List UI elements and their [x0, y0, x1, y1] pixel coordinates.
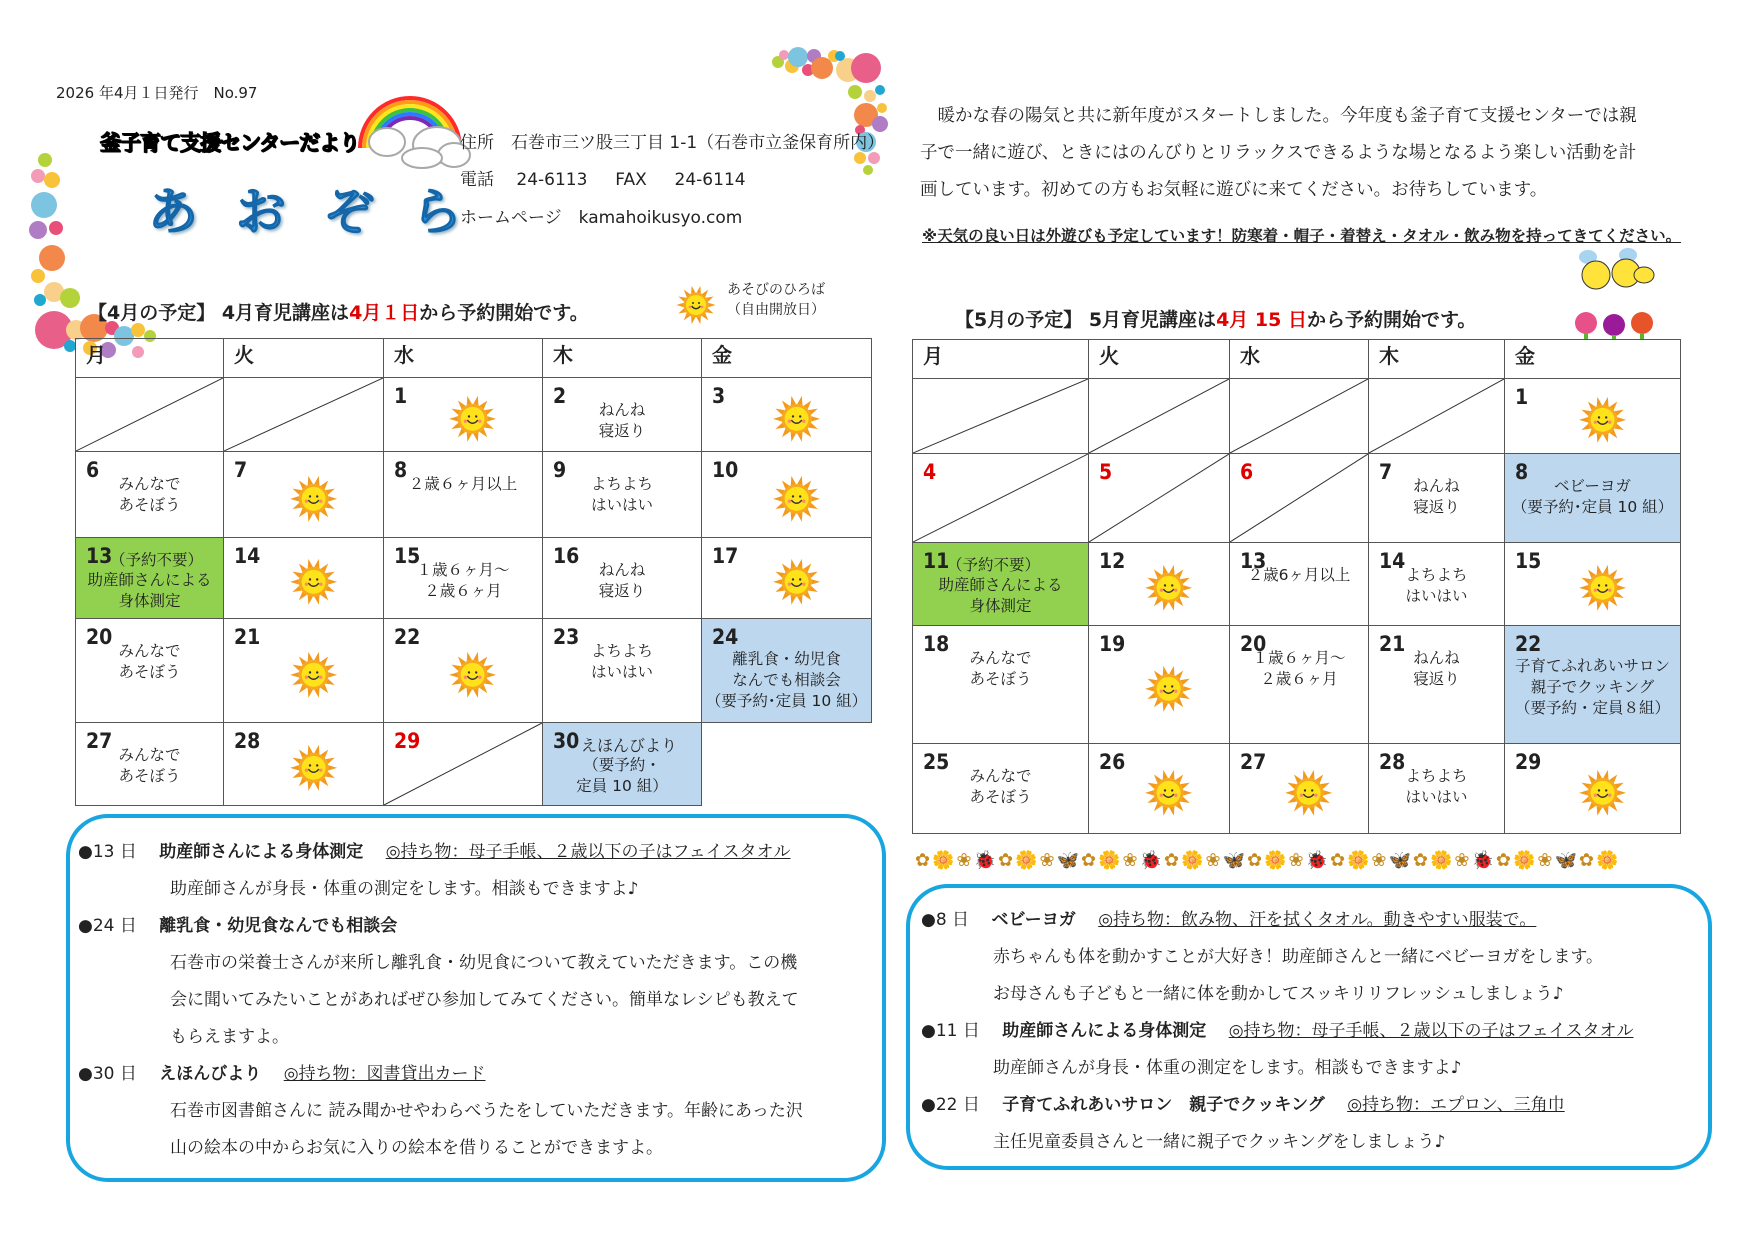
- event-items: ◎持ち物：図書貸出カード: [283, 1064, 486, 1084]
- event-heading: [78, 1059, 486, 1084]
- confetti-dot: [31, 169, 45, 183]
- cell-event-text: １歳６ヶ月～ ２歳６ヶ月: [416, 561, 510, 600]
- day-cell-16: [543, 538, 702, 619]
- sun-icon: [449, 394, 497, 442]
- weekday-header-row: [913, 340, 1681, 379]
- event-title: 助産師さんによる身体測定: [1002, 1021, 1207, 1041]
- day-number: 6: [1240, 460, 1254, 484]
- april-calendar: [75, 338, 872, 806]
- confetti-dot: [864, 90, 876, 102]
- day-number: 14: [234, 544, 261, 568]
- cell-event-text: ２歳６ヶ月以上: [408, 475, 518, 493]
- day-cell-11: [913, 543, 1089, 626]
- day-number: 17: [712, 544, 739, 568]
- day-number: 16: [553, 544, 580, 568]
- diagonal-slash-line: [1089, 379, 1229, 453]
- calendar-week-row: [913, 744, 1681, 834]
- event-heading: [78, 911, 414, 936]
- day-cell-13: [76, 538, 224, 619]
- sun-icon: [289, 744, 337, 792]
- confetti-dot: [31, 192, 57, 218]
- address: 住所 石巻市三ツ股三丁目 1-1（石巻市立釜保育所内）: [460, 133, 885, 153]
- day-cell-12: [1089, 543, 1230, 626]
- confetti-dot: [131, 323, 145, 337]
- day-cell-20: [76, 619, 224, 723]
- day-cell-28: [224, 723, 384, 806]
- event-items: ◎持ち物：飲み物、汗を拭くタオル。動きやすい服装で。: [1098, 910, 1537, 930]
- day-cell-20: [1230, 626, 1369, 744]
- calendar-week-row: [913, 543, 1681, 626]
- day-cell-27: [76, 723, 224, 806]
- day-cell-28: [1369, 744, 1505, 834]
- confetti-dot: [863, 165, 873, 175]
- day-number: 2: [553, 384, 567, 408]
- day-number: 6: [86, 458, 100, 482]
- day-number: 22: [394, 625, 421, 649]
- intro-line: 画しています。初めての方もお気軽に遊びに来てください。お待ちしています。: [920, 180, 1548, 200]
- intro-line: 子で一緒に遊び、ときにはのんびりとリラックスできるような場となるよう楽しい活動を計: [920, 143, 1637, 163]
- weekday-mon: 月: [913, 340, 1089, 379]
- blank-day-cell: [224, 378, 384, 452]
- blank-day-cell: [76, 378, 224, 452]
- weekday-header-row: [76, 339, 872, 378]
- day-cell-8: [1505, 454, 1681, 543]
- event-description: もらえますよ。: [170, 1027, 289, 1047]
- weekday-fri: 金: [702, 339, 872, 378]
- calendar-week-row: [76, 538, 872, 619]
- day-number: 1: [1515, 385, 1529, 409]
- calendar-week-row: [913, 379, 1681, 454]
- issue-date: 2026 年4月１日発行 No.97: [56, 84, 258, 102]
- legend-sun-icon: [676, 285, 716, 329]
- sun-icon: [1285, 768, 1333, 816]
- day-cell-23: [543, 619, 702, 723]
- intro-line: 暖かな春の陽気と共に新年度がスタートしました。今年度も釜子育て支援センターでは親: [920, 106, 1637, 126]
- calendar-week-row: [76, 619, 872, 723]
- event-title: 助産師さんによる身体測定: [159, 842, 364, 862]
- confetti-dot: [854, 152, 866, 164]
- day-number: 14: [1379, 549, 1406, 573]
- cell-event-text: みんなで あそぼう: [969, 649, 1032, 688]
- sun-icon: [1578, 768, 1626, 816]
- day-number: 11: [923, 549, 950, 573]
- confetti-dot: [60, 288, 80, 308]
- confetti-dot: [44, 172, 60, 188]
- day-cell-15: [384, 538, 543, 619]
- sun-icon: [1145, 768, 1193, 816]
- flower-ladybug-border-decoration: ✿🌼❀🐞✿🌼❀🦋✿🌼❀🐞✿🌼❀🦋✿🌼❀🐞✿🌼❀🦋✿🌼❀🐞✿🌼❀🦋✿🌼: [915, 850, 1621, 871]
- day-number: 20: [86, 625, 113, 649]
- event-items: ◎持ち物：母子手帳、２歳以下の子はフェイスタオル: [1228, 1021, 1634, 1041]
- sun-icon: [1578, 396, 1626, 444]
- day-number: 23: [553, 625, 580, 649]
- event-description: 助産師さんが身長・体重の測定をします。相談もできますよ♪: [993, 1058, 1462, 1078]
- confetti-dot: [877, 103, 887, 113]
- calendar-week-row: [913, 626, 1681, 744]
- cell-event-text: ねんね 寝返り: [598, 401, 646, 440]
- day-cell-22: [1505, 626, 1681, 744]
- day-number: 29: [1515, 750, 1542, 774]
- center-name: 釜子育て支援センターだより: [100, 131, 360, 155]
- weekday-wed: 水: [1230, 340, 1369, 379]
- legend-label: あそびのひろば （自由開放日）: [727, 282, 825, 318]
- cell-event-text: よちよち はいはい: [590, 642, 653, 681]
- confetti-dot: [49, 221, 63, 235]
- confetti-dot: [38, 153, 52, 167]
- day-cell-1: [1505, 379, 1681, 454]
- may-calendar: [912, 339, 1681, 834]
- cell-note: （予約不要）: [110, 551, 204, 569]
- day-cell-13: [1230, 543, 1369, 626]
- day-cell-2: [543, 378, 702, 452]
- cell-event-text: よちよち はいはい: [590, 475, 653, 514]
- sun-icon: [1145, 664, 1193, 712]
- day-number: 27: [1240, 750, 1267, 774]
- day-cell-4: [913, 454, 1089, 543]
- day-number: 1: [394, 384, 408, 408]
- cell-event-text: （要予約・ 定員 10 組）: [576, 756, 668, 795]
- weekday-wed: 水: [384, 339, 543, 378]
- calendar-week-row: [76, 452, 872, 538]
- day-cell-24: [702, 619, 872, 723]
- calendar-week-row: [913, 454, 1681, 543]
- event-date: ●24 日: [78, 916, 137, 936]
- newsletter-logo: あおぞら: [148, 183, 500, 241]
- cell-event-text: みんなで あそぼう: [118, 475, 181, 514]
- event-heading: [78, 837, 791, 862]
- day-cell-5: [1089, 454, 1230, 543]
- cell-event-text: 助産師さんによる 身体測定: [938, 576, 1063, 615]
- day-number: 28: [1379, 750, 1406, 774]
- sun-icon: [289, 558, 337, 606]
- event-description: 助産師さんが身長・体重の測定をします。相談もできますよ♪: [170, 879, 639, 899]
- homepage: ホームページ kamahoikusyo.com: [460, 208, 743, 228]
- day-cell-19: [1089, 626, 1230, 744]
- sun-icon: [772, 474, 820, 522]
- event-description: 会に聞いてみたいことがあればぜひ参加してみてください。簡単なレシピも教えて: [170, 990, 799, 1010]
- day-cell-7: [1369, 454, 1505, 543]
- diagonal-slash-line: [76, 378, 223, 451]
- cell-note: （予約不要）: [947, 556, 1041, 574]
- blank-day-cell: [913, 379, 1089, 454]
- event-items: ◎持ち物：エプロン、三角巾: [1347, 1095, 1565, 1115]
- day-number: 9: [553, 458, 567, 482]
- confetti-dot: [875, 85, 885, 95]
- day-cell-14: [224, 538, 384, 619]
- day-number: 27: [86, 729, 113, 753]
- day-number: 21: [1379, 632, 1406, 656]
- day-cell-1: [384, 378, 543, 452]
- day-cell-30: [543, 723, 702, 806]
- diagonal-slash-line: [913, 379, 1088, 453]
- blank-day-cell: [1369, 379, 1505, 454]
- april-schedule-title: 【4月の予定】 4月育児講座は4月１日から予約開始です。: [88, 302, 589, 324]
- event-description: 主任児童委員さんと一緒に親子でクッキングをしましょう♪: [993, 1132, 1446, 1152]
- cell-event-text: よちよち はいはい: [1405, 566, 1468, 605]
- day-cell-8: [384, 452, 543, 538]
- day-number: 10: [712, 458, 739, 482]
- event-heading: [921, 905, 1536, 930]
- event-description: 石巻市の栄養士さんが来所し離乳食・幼児食について教えていただきます。この機: [170, 953, 798, 973]
- cell-event-text: 離乳食・幼児食 なんでも相談会 （要予約･定員 10 組）: [705, 650, 868, 710]
- cell-event-text: みんなで あそぼう: [969, 767, 1032, 806]
- day-number: 18: [923, 632, 950, 656]
- day-cell-21: [224, 619, 384, 723]
- sun-icon: [449, 650, 497, 698]
- day-number: 3: [712, 384, 726, 408]
- blank-day-cell: [1230, 379, 1369, 454]
- day-number: 21: [234, 625, 261, 649]
- day-number: 7: [234, 458, 248, 482]
- confetti-dot: [848, 85, 862, 99]
- cell-event-text: ２歳6ヶ月以上: [1247, 566, 1351, 584]
- diagonal-slash-line: [1369, 379, 1504, 453]
- event-title: 子育てふれあいサロン 親子でクッキング: [1002, 1095, 1325, 1115]
- sun-icon: [1145, 564, 1193, 612]
- cell-note: えほんびより: [581, 736, 678, 755]
- day-cell-17: [702, 538, 872, 619]
- day-number: 26: [1099, 750, 1126, 774]
- day-number: 12: [1099, 549, 1126, 573]
- confetti-dot: [29, 221, 47, 239]
- event-description: 赤ちゃんも体を動かすことが大好き！助産師さんと一緒にベビーヨガをします。: [993, 947, 1603, 967]
- calendar-week-row: [76, 723, 872, 806]
- confetti-dot: [39, 245, 65, 271]
- confetti-dot: [835, 51, 845, 61]
- weekday-fri: 金: [1505, 340, 1681, 379]
- day-cell-14: [1369, 543, 1505, 626]
- bees-and-flowers-illustration: [1566, 245, 1676, 340]
- day-number: 24: [712, 625, 739, 649]
- event-date: ●11 日: [921, 1021, 980, 1041]
- event-description: 石巻市図書館さんに 読み聞かせやわらべうたをしていただきます。年齢にあった沢: [170, 1101, 803, 1121]
- day-number: 8: [394, 458, 408, 482]
- diagonal-slash-line: [224, 378, 383, 451]
- day-cell-29: [384, 723, 543, 806]
- event-heading: [921, 1090, 1565, 1115]
- cell-event-text: よちよち はいはい: [1405, 767, 1468, 806]
- calendar-week-row: [76, 378, 872, 452]
- event-date: ●8 日: [921, 910, 970, 930]
- cell-event-text: みんなで あそぼう: [118, 746, 181, 785]
- blank-day-cell: [1089, 379, 1230, 454]
- day-number: 13: [1240, 549, 1267, 573]
- sun-icon: [289, 474, 337, 522]
- confetti-dot: [851, 53, 881, 83]
- phone-fax: 電話 24-6113 FAX 24-6114: [460, 170, 746, 190]
- cell-event-text: ベビーヨガ （要予約･定員 10 組）: [1511, 477, 1674, 516]
- weekday-tue: 火: [224, 339, 384, 378]
- weather-note: ※天気の良い日は外遊びも予定しています！防寒着・帽子・着替え・タオル・飲み物を持ってきてください。: [922, 227, 1682, 245]
- day-number: 29: [394, 729, 421, 753]
- day-cell-15: [1505, 543, 1681, 626]
- may-schedule-title: 【5月の予定】 5月育児講座は4月 15 日から予約開始です。: [955, 309, 1477, 331]
- day-number: 4: [923, 460, 937, 484]
- day-cell-3: [702, 378, 872, 452]
- weekday-thu: 木: [543, 339, 702, 378]
- confetti-dot: [34, 294, 46, 306]
- cell-event-text: 助産師さんによる 身体測定: [87, 571, 212, 610]
- diagonal-slash-line: [1230, 379, 1368, 453]
- weekday-tue: 火: [1089, 340, 1230, 379]
- day-cell-6: [76, 452, 224, 538]
- cloud-icon: [362, 120, 472, 170]
- weekday-thu: 木: [1369, 340, 1505, 379]
- event-items: ◎持ち物：母子手帳、２歳以下の子はフェイスタオル: [385, 842, 791, 862]
- event-date: ●22 日: [921, 1095, 980, 1115]
- empty-cell: [702, 723, 872, 806]
- weekday-mon: 月: [76, 339, 224, 378]
- day-number: 13: [86, 544, 113, 568]
- day-cell-9: [543, 452, 702, 538]
- day-cell-25: [913, 744, 1089, 834]
- event-date: ●13 日: [78, 842, 137, 862]
- day-cell-22: [384, 619, 543, 723]
- cell-event-text: みんなで あそぼう: [118, 642, 181, 681]
- day-number: 7: [1379, 460, 1393, 484]
- cell-event-text: １歳６ヶ月～ ２歳６ヶ月: [1252, 649, 1346, 688]
- event-description: お母さんも子どもと一緒に体を動かしてスッキリリフレッシュしましょう♪: [993, 984, 1564, 1004]
- event-heading: [921, 1016, 1634, 1041]
- confetti-dot: [868, 152, 880, 164]
- day-number: 8: [1515, 460, 1529, 484]
- day-number: 28: [234, 729, 261, 753]
- day-cell-29: [1505, 744, 1681, 834]
- day-cell-26: [1089, 744, 1230, 834]
- event-description: 山の絵本の中からお気に入りの絵本を借りることができますよ。: [170, 1138, 663, 1158]
- day-cell-6: [1230, 454, 1369, 543]
- day-number: 20: [1240, 632, 1267, 656]
- day-number: 19: [1099, 632, 1126, 656]
- day-cell-7: [224, 452, 384, 538]
- cell-event-text: 子育てふれあいサロン 親子でクッキング （要予約・定員８組）: [1514, 657, 1670, 717]
- day-number: 15: [394, 544, 421, 568]
- sun-icon: [289, 650, 337, 698]
- cell-event-text: ねんね 寝返り: [1413, 649, 1460, 688]
- event-date: ●30 日: [78, 1064, 137, 1084]
- diagonal-slash-line: [913, 454, 1088, 542]
- day-number: 30: [553, 729, 580, 753]
- day-cell-10: [702, 452, 872, 538]
- event-title: ベビーヨガ: [991, 910, 1076, 930]
- day-number: 25: [923, 750, 950, 774]
- day-number: 15: [1515, 549, 1542, 573]
- cell-event-text: ねんね 寝返り: [1413, 477, 1460, 516]
- cell-event-text: ねんね 寝返り: [598, 561, 646, 600]
- event-title: えほんびより: [159, 1064, 262, 1084]
- day-cell-27: [1230, 744, 1369, 834]
- day-cell-18: [913, 626, 1089, 744]
- day-number: 22: [1515, 632, 1542, 656]
- confetti-dot: [31, 269, 45, 283]
- day-cell-21: [1369, 626, 1505, 744]
- sun-icon: [1578, 564, 1626, 612]
- day-number: 5: [1099, 460, 1113, 484]
- event-title: 離乳食・幼児食なんでも相談会: [159, 916, 398, 936]
- intro-text: [920, 98, 1710, 209]
- sun-icon: [772, 558, 820, 606]
- sun-icon: [772, 394, 820, 442]
